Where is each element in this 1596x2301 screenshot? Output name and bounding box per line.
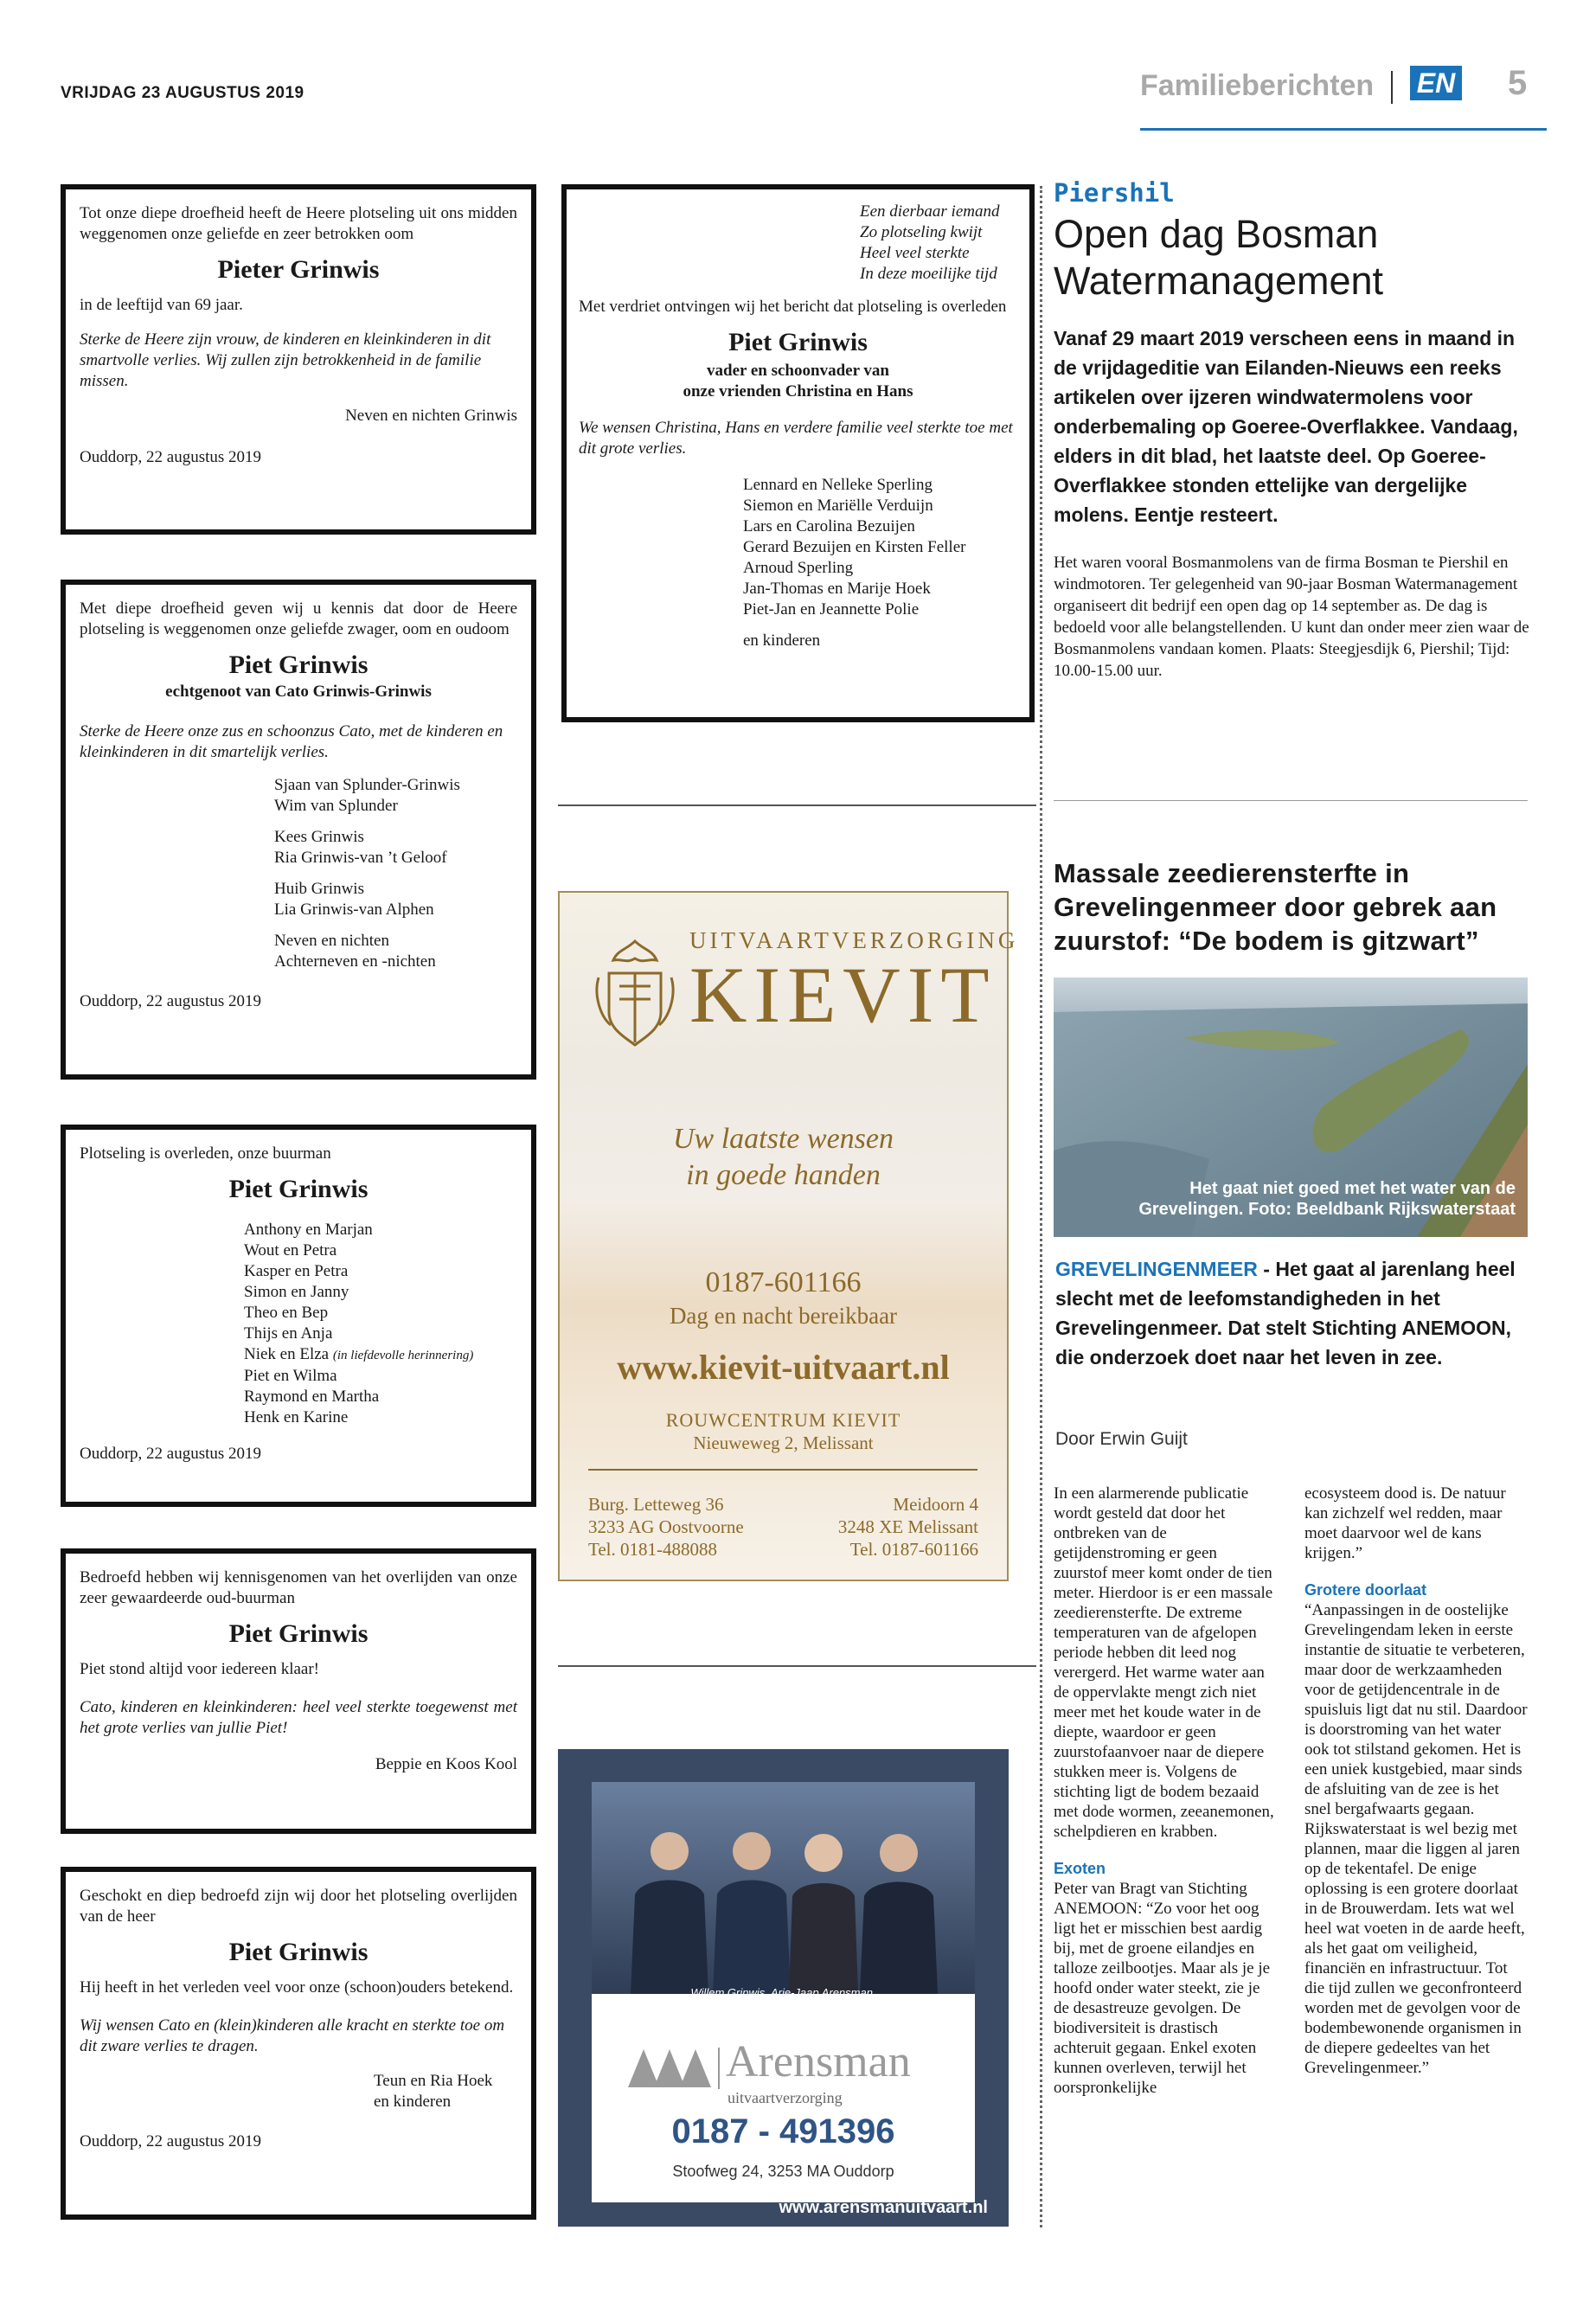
deceased-name: Piet Grinwis: [228, 1619, 369, 1648]
signatory: en kinderen: [374, 2093, 452, 2111]
signatory: Gerard Bezuijen en Kirsten Feller: [743, 538, 966, 556]
arensman-website-link[interactable]: www.arensmanuitvaart.nl: [779, 2198, 988, 2217]
article-body: Het waren vooral Bosmanmolens van de firma Bosman te Piershil en windmotoren. Ter gelegenheid van 90-jaar Bosman Watermanagement organiseert dit bedrijf een open dag op 14 september as. De dag is bedoeld voor alle belangstellenden. U kunt dan onder meer zien waar de Bosmanmolens vandaan komen. Plaats: Steegjesdijk 6, Piershil; Tijd: 10.00-15.00 uur.: [1054, 554, 1529, 680]
signatories: [80, 775, 517, 972]
article-paragraph: “Aanpassingen in de oostelijke Grevelingendam leken in eerste instantie de situatie te verbeteren, maar door de werkzaamheden voor de getijdencentrale in de spuisluis ligt dat nu stil. Daardoor is doorstroming van het water ook tot stilstand gekomen. Het is een uniek kustgebied, maar sinds de afsluiting van de zee is het snel bergafwaarts gegaan. Rijkswaterstaat is wel bezig met plannen, maar die liggen al jaren op de tekentafel. De enige oplossing is een grotere doorlaat in de Brouwerdam. Iets wat wel heel wat voeten in de aarde heeft, als het gaat om veiligheid, financiën en infrastructuur. Tot die tijd zullen we geconfronteerd worden met de gevolgen voor de bodembewonende organismen in de diepere gedeeltes van het Grevelingenmeer.”: [1304, 1601, 1528, 2077]
signatory: Teun en Ria Hoek: [374, 2072, 493, 2090]
poem-line: Heel veel sterkte: [860, 244, 970, 262]
arensman-brand: Arensman: [726, 2037, 911, 2086]
notice-intro: Plotseling is overleden, onze buurman: [80, 1144, 331, 1163]
signatory: Siemon en Mariëlle Verduijn: [743, 497, 933, 515]
kievit-availability: Dag en nacht bereikbaar: [669, 1303, 898, 1329]
signatory: Kees Grinwis: [274, 828, 364, 846]
article-divider: [1054, 800, 1528, 801]
signatory: Raymond en Martha: [244, 1388, 380, 1406]
notice-intro: Met verdriet ontvingen wij het bericht dat plotseling is overleden: [579, 298, 1007, 316]
article-subhead: Exoten: [1054, 1860, 1106, 1877]
deceased-name: Piet Grinwis: [228, 1175, 369, 1203]
notice-pieter-grinwis: [61, 184, 536, 535]
kievit-phone: 0187-601166: [705, 1266, 862, 1298]
signatories: [80, 2071, 517, 2112]
signatory: Lars en Carolina Bezuijen: [743, 517, 915, 535]
signatories: [80, 1220, 517, 1428]
deceased-name: Piet Grinwis: [728, 328, 868, 356]
article-column-1: [1054, 1484, 1274, 2098]
signatory: Lennard en Nelleke Sperling: [743, 476, 933, 494]
signatory: Thijs en Anja: [244, 1324, 333, 1343]
notice-signed: Beppie en Koos Kool: [375, 1755, 517, 1773]
notice-wish: Sterke de Heere onze zus en schoonzus Cato, met de kinderen en kleinkinderen in dit smartelijk verlies.: [80, 722, 503, 761]
column-rule: [558, 1665, 1036, 1667]
notice-subtitle: onze vrienden Christina en Hans: [683, 382, 913, 401]
notice-wish: We wensen Christina, Hans en verdere familie veel sterkte toe met dit grote verlies.: [579, 419, 1013, 458]
lead-kicker: GREVELINGENMEER: [1055, 1258, 1258, 1280]
notice-wish: Sterke de Heere zijn vrouw, de kinderen en kleinkinderen in dit smartvolle verlies. Wij zullen zijn betrokkenheid in de familie missen.: [80, 330, 491, 390]
notice-signed: Neven en nichten Grinwis: [345, 407, 517, 425]
notice-piet-grinwis-zwager: [61, 580, 536, 1080]
notice-place-date: Ouddorp, 22 augustus 2019: [80, 1445, 262, 1463]
kievit-tagline: UITVAARTVERZORGING: [689, 927, 1019, 953]
signatory: Arnoud Sperling: [743, 559, 854, 577]
notice-wish: Wij wensen Cato en (klein)kinderen alle kracht en sterkte toe om dit zware verlies te dragen.: [80, 2016, 505, 2055]
notice-intro: Geschokt en diep bedroefd zijn wij door het plotseling overlijden van de heer: [80, 1887, 517, 1926]
photo-caption: Het gaat niet goed met het water van de Grevelingen. Foto: Beeldbank Rijkswaterstaat: [1138, 1179, 1516, 1219]
notice-piet-grinwis-vrienden: [561, 184, 1035, 722]
poem-line: In deze moeilijke tijd: [860, 265, 997, 283]
column-rule: [558, 804, 1036, 806]
kievit-website-link[interactable]: www.kievit-uitvaart.nl: [617, 1348, 950, 1387]
notice-line: Hij heeft in het verleden veel voor onze (schoon)ouders betekend.: [80, 1978, 514, 1997]
deceased-name: Piet Grinwis: [228, 1938, 369, 1966]
poem-line: Een dierbaar iemand: [860, 202, 1000, 221]
notice-intro: Tot onze diepe droefheid heeft de Heere plotseling uit ons midden weggenomen onze geliefde en zeer betrokken oom: [80, 204, 517, 243]
signatory: Sjaan van Splunder-Grinwis: [274, 776, 460, 794]
header-divider: [1391, 71, 1393, 104]
notice-wish: Cato, kinderen en kleinkinderen: heel veel sterkte toegewenst met het grote verlies van jullie Piet!: [80, 1698, 517, 1737]
kievit-centre-address: Nieuweweg 2, Melissant: [693, 1433, 874, 1453]
article-bosman: [1054, 178, 1529, 682]
signatory: Anthony en Marjan: [244, 1221, 373, 1239]
kievit-divider: [588, 1469, 977, 1471]
article-lead: GREVELINGENMEER - Het gaat al jarenlang heel slecht met de leefomstandigheden in het Grevelingenmeer. Dat stelt Stichting ANEMOON, die onderzoek doet naar het leven in zee.: [1055, 1258, 1516, 1368]
kievit-address-right: Meidoorn 4 3248 XE Melissant Tel. 0187-601166: [837, 1494, 978, 1560]
article-paragraph: Peter van Bragt van Stichting ANEMOON: “Zo voor het oog ligt het er misschien best aardig bij, met de groene eilandjes en talloze zeilbootjes. Maar als je je hoofd onder water steekt, zie je de desastreuze gevolgen. De biodiversiteit is drastisch achteruit gegaan. Enkel exoten kunnen overleven, terwijl het oorspronkelijke: [1054, 1880, 1271, 2097]
notice-intro: Met diepe droefheid geven wij u kennis dat door de Heere plotseling is weggenomen onze geliefde zwager, oom en oudoom: [80, 599, 517, 638]
kievit-brand: KIEVIT: [689, 951, 997, 1039]
notice-intro: Bedroefd hebben wij kennisgenomen van het overlijden van onze zeer gewaardeerde oud-buurman: [80, 1568, 517, 1607]
arensman-panel: [592, 1782, 975, 2202]
article-column-2: [1304, 1484, 1528, 2078]
notice-subtitle: echtgenoot van Cato Grinwis-Grinwis: [165, 683, 432, 701]
notice-line: Piet stond altijd voor iedereen klaar!: [80, 1660, 319, 1678]
article-subhead: Grotere doorlaat: [1304, 1581, 1427, 1599]
kievit-advertisement: [558, 891, 1019, 1581]
notice-piet-grinwis-buurman: [61, 1125, 536, 1507]
arensman-address: Stoofweg 24, 3253 MA Ouddorp: [672, 2163, 894, 2180]
page-number: 5: [1508, 64, 1528, 102]
column-divider: [1040, 186, 1042, 2227]
signatory: Simon en Janny: [244, 1283, 349, 1301]
article-title: Open dag Bosman Watermanagement: [1054, 212, 1384, 303]
article-byline: Door Erwin Guijt: [1055, 1429, 1188, 1449]
kievit-address-left: Burg. Letteweg 36 3233 AG Oostvoorne Tel. 0181-488088: [588, 1494, 744, 1560]
article-kicker: Piershil: [1054, 178, 1175, 208]
kievit-slogan: Uw laatste wensen in goede handen: [673, 1123, 894, 1191]
signatory: Theo en Bep: [244, 1304, 329, 1322]
logo-divider: [718, 2048, 720, 2089]
signatory: Kasper en Petra: [244, 1262, 349, 1280]
team-photo: [592, 1782, 975, 1994]
notice-place-date: Ouddorp, 22 augustus 2019: [80, 448, 262, 466]
article-lead: Vanaf 29 maart 2019 verscheen eens in maand in de vrijdageditie van Eilanden-Nieuws een reeks artikelen over ijzeren windwatermolens voor onderbemaling op Goeree-Overflakkee. Vandaag, elders in dit blad, het laatste deel. Op Goeree-Overflakkee stonden ettelijke van dergelijke molens. Eentje resteert.: [1054, 327, 1518, 526]
signatories: [579, 475, 1017, 651]
signatory: Lia Grinwis-van Alphen: [274, 901, 434, 919]
article-paragraph: In een alarmerende publicatie wordt gesteld dat door het ontbreken van de getijdenstroming er geen zuurstof meer komt onder de tien meter. Hierdoor is er een massale zeedierensterfte. De extreme temperaturen van de afgelopen periode hebben dit leed nog verergerd. Het warme water aan de oppervlakte mengt zich niet meer met het koude water in de diepte, waardoor er geen zuurstofaanvoer naar de diepere stukken meer is. Volgens de stichting ligt de bodem bezaaid met dode wormen, zeeanemonen, schelpdieren en krabben.: [1054, 1484, 1274, 1841]
signatory: Achterneven en -nichten: [274, 952, 436, 971]
notice-piet-grinwis-heer: [61, 1867, 536, 2220]
issue-date: VRIJDAG 23 AUGUSTUS 2019: [61, 84, 304, 102]
article-grevelingen: [1054, 856, 1531, 958]
poem: [579, 202, 1017, 285]
team-caption: Willem Grinwis, Arie-Jaap Arensman, Linda Hollestelle-Oosterwijk & Leendert van der Werf: [651, 1986, 916, 2013]
signatory: Henk en Karine: [244, 1408, 349, 1426]
signatory: Ria Grinwis-van ’t Geloof: [274, 849, 447, 867]
article-title: Massale zeedierensterfte in Grevelingenmeer door gebrek aan zuurstof: “De bodem is gitzwart”: [1054, 858, 1497, 956]
notice-place-date: Ouddorp, 22 augustus 2019: [80, 992, 262, 1010]
signatory: en kinderen: [743, 631, 821, 650]
signatory: Wim van Splunder: [274, 797, 398, 815]
notice-piet-grinwis-oud-buurman: [61, 1548, 536, 1834]
crest-icon: [592, 934, 678, 1051]
signatory: Wout en Petra: [244, 1241, 337, 1259]
kievit-centre: ROUWCENTRUM KIEVIT: [665, 1409, 901, 1431]
notice-place-date: Ouddorp, 22 augustus 2019: [80, 2132, 262, 2150]
signatory: Jan-Thomas en Marije Hoek: [743, 580, 931, 598]
signatory: Neven en nichten: [274, 932, 389, 950]
signatory: Piet-Jan en Jeannette Polie: [743, 600, 920, 619]
header-rule: [1140, 128, 1547, 131]
signatory: Niek en Elza (in liefdevolle herinnering): [244, 1345, 474, 1363]
notice-age: in de leeftijd van 69 jaar.: [80, 296, 243, 314]
arensman-phone: 0187 - 491396: [671, 2112, 895, 2150]
deceased-name: Piet Grinwis: [228, 651, 369, 679]
arensman-logo-icon: [628, 2046, 711, 2089]
signatory: Piet en Wilma: [244, 1367, 337, 1385]
arensman-brand-sub: uitvaartverzorging: [727, 2089, 843, 2106]
deceased-name: Pieter Grinwis: [217, 255, 380, 284]
poem-line: Zo plotseling kwijt: [860, 223, 983, 241]
article-paragraph: ecosysteem dood is. De natuur kan zichzelf wel redden, maar moet daarvoor wel de kans krijgen.”: [1304, 1484, 1506, 1562]
en-logo: EN: [1410, 66, 1462, 100]
section-title: Familieberichten: [1140, 69, 1375, 102]
signatory: Huib Grinwis: [274, 880, 364, 898]
notice-subtitle: vader en schoonvader van: [707, 362, 889, 380]
arensman-advertisement: [558, 1749, 1009, 2227]
